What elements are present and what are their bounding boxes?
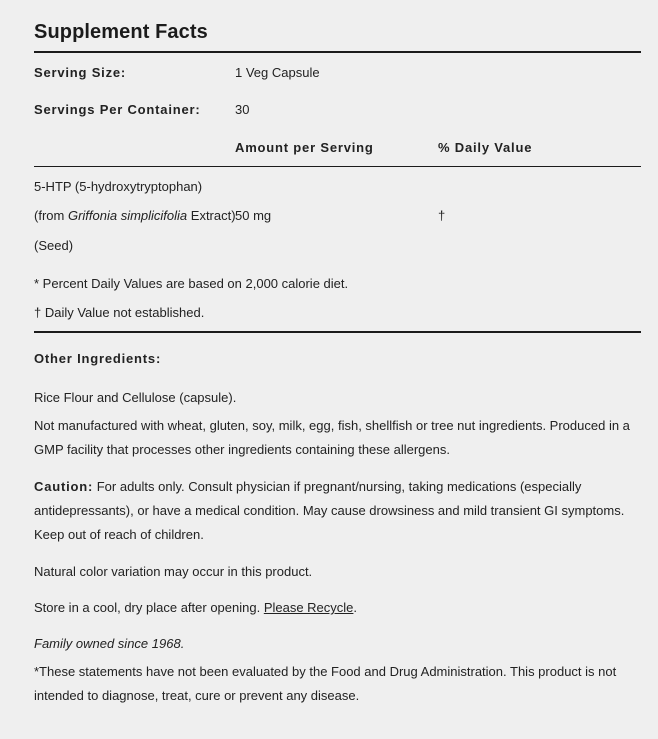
ingredient-name: 5-HTP (5-hydroxytryptophan) bbox=[34, 179, 203, 194]
fda-disclaimer: *These statements have not been evaluated by the Food and Drug Administration. This product is not intended to diagnose, treat, cure or prevent any disease. bbox=[34, 664, 617, 703]
ingredient-daily-value: † bbox=[438, 208, 446, 223]
page-title: Supplement Facts bbox=[34, 21, 208, 43]
serving-size-label: Serving Size: bbox=[34, 65, 127, 80]
dagger-note: † Daily Value not established. bbox=[34, 305, 205, 320]
family-owned-note: Family owned since 1968. bbox=[34, 636, 185, 651]
percent-daily-note: * Percent Daily Values are based on 2,000 calorie diet. bbox=[34, 276, 349, 291]
header-divider bbox=[34, 166, 641, 167]
storage-statement: Store in a cool, dry place after opening. Please Recycle. bbox=[34, 600, 358, 615]
servings-per-container-value: 30 bbox=[235, 102, 250, 117]
please-recycle-link[interactable]: Please Recycle bbox=[263, 600, 354, 615]
ingredient-amount: 50 mg bbox=[235, 208, 272, 223]
amount-per-serving-header: Amount per Serving bbox=[235, 140, 374, 155]
caution-statement: Caution: For adults only. Consult physician if pregnant/nursing, taking medications (especially antidepressants), or have a medical condition. May cause drowsiness and mild transient GI symptoms. Keep out of reach of children. bbox=[34, 479, 625, 542]
other-ingredients-heading: Other Ingredients: bbox=[34, 351, 162, 366]
color-variation-note: Natural color variation may occur in this product. bbox=[34, 564, 313, 579]
servings-per-container-label: Servings Per Container: bbox=[34, 102, 201, 117]
allergen-statement: Not manufactured with wheat, gluten, soy, milk, egg, fish, shellfish or tree nut ingredients. Produced in a GMP facility that processes other ingredients containing these allergens. bbox=[34, 418, 630, 457]
ingredient-part: (Seed) bbox=[34, 238, 74, 253]
daily-value-header: % Daily Value bbox=[438, 140, 533, 155]
facts-bottom-divider bbox=[34, 331, 641, 333]
title-divider bbox=[34, 51, 641, 53]
caution-label: Caution: bbox=[34, 479, 94, 494]
serving-size-value: 1 Veg Capsule bbox=[235, 65, 320, 80]
other-ingredients-text: Rice Flour and Cellulose (capsule). bbox=[34, 390, 237, 405]
ingredient-source: (from Griffonia simplicifolia Extract) bbox=[34, 208, 236, 223]
